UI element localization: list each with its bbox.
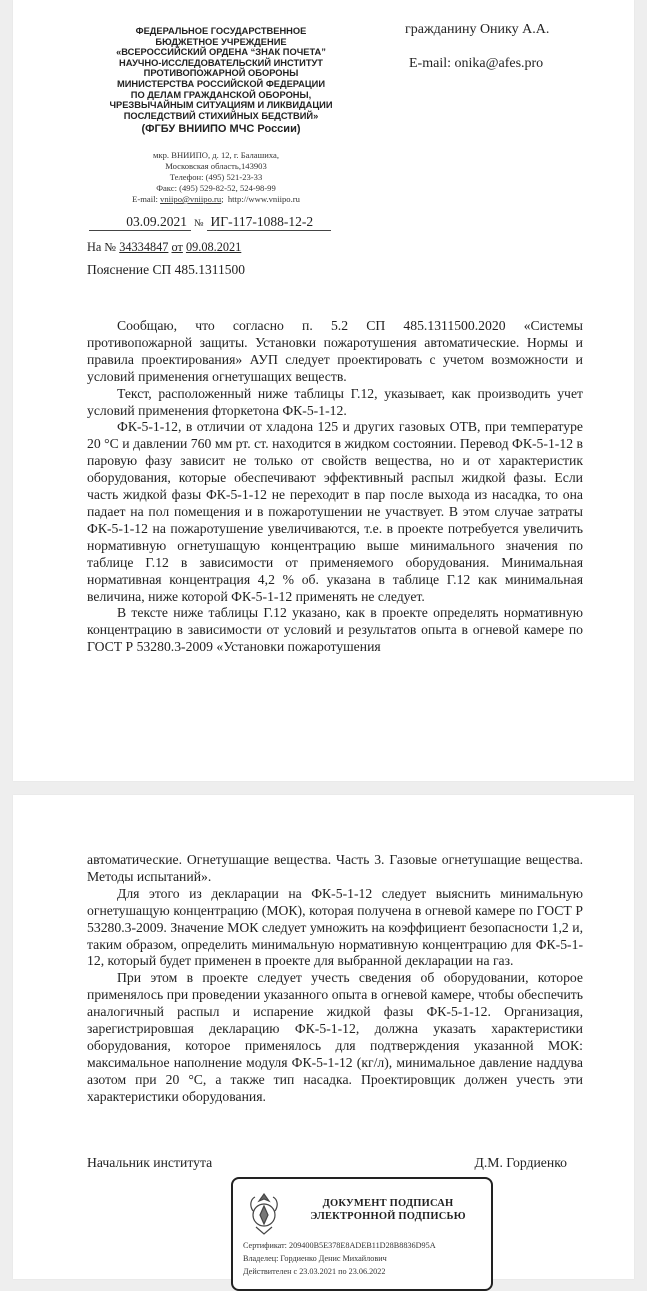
addressee-name: гражданину Онику А.А.	[405, 22, 550, 37]
stamp-details	[243, 1239, 436, 1278]
certificate-owner: Владелец: Гордиенко Денис Михайлович	[243, 1254, 387, 1263]
outgoing-date: 03.09.2021	[89, 214, 191, 231]
stamp-title-line: ЭЛЕКТРОННОЙ ПОДПИСЬЮ	[310, 1211, 466, 1222]
addressee-email: E-mail: onika@afes.pro	[409, 56, 544, 71]
registration-line	[89, 214, 331, 231]
org-contacts	[105, 150, 327, 205]
letter-subject: Пояснение СП 485.1311500	[87, 262, 245, 277]
signature-row	[87, 1155, 567, 1171]
letter-page-2	[13, 795, 634, 1279]
web-link[interactable]: http://www.vniipo.ru	[227, 194, 300, 204]
address-line: Московская область,143903	[165, 161, 267, 171]
org-line: НАУЧНО-ИССЛЕДОВАТЕЛЬСКИЙ ИНСТИТУТ	[119, 57, 323, 68]
outgoing-number: ИГ-117-1088-12-2	[207, 214, 331, 231]
org-line: ПРОТИВОПОЖАРНОЙ ОБОРОНЫ	[143, 68, 299, 79]
paragraph: В тексте ниже таблицы Г.12 указано, как в проекте определять нормативную концентрацию в зависимости от условий и результатов опыта в огневой камере по ГОСТ Р 53280.3-2009 «Установки пожаротушения	[87, 605, 583, 655]
paragraph: Сообщаю, что согласно п. 5.2 СП 485.1311500.2020 «Системы противопожарной защиты. Установки пожаротушения автоматические. Нормы и правила проектирования» АУП следует проектировать с учетом возможности и условий применения огнетушащих веществ.	[87, 318, 583, 384]
email-label: E-mail:	[132, 194, 158, 204]
emergency-ministry-emblem-icon	[245, 1191, 283, 1237]
reply-date: 09.08.2021	[185, 240, 242, 254]
org-line: «ВСЕРОССИЙСКИЙ ОРДЕНА “ЗНАК ПОЧЕТА”	[116, 47, 326, 58]
letter-page-1	[13, 0, 634, 781]
certificate-serial: Сертификат: 209400B5E378E8ADEB11D28B8836D95A	[243, 1241, 436, 1250]
email-web: E-mail: vniipo@vniipo.ru; http://www.vniipo.ru	[132, 194, 300, 204]
org-line: БЮДЖЕТНОЕ УЧРЕЖДЕНИЕ	[155, 36, 287, 47]
paragraph: Для этого из декларации на ФК-5-1-12 следует выяснить минимальную огнетушащую концентрацию (МОК), которая получена в огневой камере по ГОСТ Р 53280.3-2009. Значение МОК следует умножить на коэффициент безопасности 1,2 и, таким образом, определить минимальную нормативную концентрацию для ФК-5-1-12, который будет применен в проекте для выбранной декларации на газ.	[87, 885, 583, 969]
org-line: ФЕДЕРАЛЬНОЕ ГОСУДАРСТВЕННОЕ	[135, 26, 307, 36]
org-line: ПО ДЕЛАМ ГРАЖДАНСКОЙ ОБОРОНЫ,	[130, 89, 312, 100]
reply-reference	[87, 240, 241, 255]
reply-from: от	[171, 240, 183, 254]
stamp-title-line: ДОКУМЕНТ ПОДПИСАН	[322, 1198, 454, 1209]
stamp-title	[293, 1197, 483, 1223]
certificate-validity: Действителен с 23.03.2021 по 23.06.2022	[243, 1267, 386, 1276]
paragraph: При этом в проекте следует учесть сведения об оборудовании, которое применялось при проведении указанного опыта в огневой камере, чтобы обеспечить аналогичный распыл и испарение жидкой фазы ФК-5-1-12. Организация, зарегистрировшая декларацию ФК-5-1-12, должна указать характеристики оборудования, которое применялось для подтверждения указанной МОК: максимальное наполнение модуля ФК-5-1-12 (кг/л), минимальное давление наддува азотом при 20 °С, а также тип насадка. Проектировщик должен учесть эти характеристики оборудования.	[87, 970, 583, 1104]
letter-body-page-1	[87, 318, 583, 656]
phone: Телефон: (495) 521-23-33	[169, 172, 263, 182]
email-link[interactable]: vniipo@vniipo.ru	[160, 194, 222, 204]
letter-body-page-2	[87, 852, 583, 1106]
org-line: ПОСЛЕДСТВИЙ СТИХИЙНЫХ БЕДСТВИЙ»	[123, 110, 319, 121]
org-line: ЧРЕЗВЫЧАЙНЫМ СИТУАЦИЯМ И ЛИКВИДАЦИИ	[109, 100, 333, 111]
number-sign: №	[194, 218, 204, 229]
paragraph: ФК-5-1-12, в отличии от хладона 125 и других газовых ОТВ, при температуре 20 °С и давлении 760 мм рт. ст. находится в жидком состоянии. Перевод ФК-5-1-12 в паровую фазу зависит не только от свойств вещества, но и от характеристик оборудования, которые обеспечивают эффективный распыл жидкой фазы. Если часть жидкой фазы ФК-5-1-12 не переходит в пар после выхода из насадка, то она падает на пол помещения и в пожаротушении не участвует. В этом случае затраты ФК-5-1-12 на пожаротушение увеличиваются, т.е. в проекте потребуется увеличить нормативную огнетушащую концентрацию выше минимального значения по таблице Г.12 в зависимости от применяемого оборудования. Минимальная нормативная концентрация 4,2 % об. указана в таблице Г.12 как минимальная величина, ниже которой ФК-5-1-12 применять не следует.	[87, 419, 583, 604]
signer-position: Начальник института	[87, 1155, 213, 1170]
organization-header	[81, 26, 361, 135]
org-line: МИНИСТЕРСТВА РОССИЙСКОЙ ФЕДЕРАЦИИ	[116, 78, 326, 89]
signer-name: Д.М. Гордиенко	[474, 1155, 567, 1170]
fax: Факс: (495) 529-82-52, 524-98-99	[156, 183, 276, 193]
address-line: мкр. ВНИИПО, д. 12, г. Балашиха,	[153, 150, 279, 160]
electronic-signature-stamp	[231, 1177, 493, 1291]
paragraph: автоматические. Огнетушащие вещества. Часть 3. Газовые огнетушащие вещества. Методы испытаний».	[87, 852, 583, 884]
org-short-name: (ФГБУ ВНИИПО МЧС России)	[141, 123, 301, 136]
reply-number: 34334847	[119, 240, 169, 254]
paragraph: Текст, расположенный ниже таблицы Г.12, указывает, как производить учет условий применения фторкетона ФК-5-1-12.	[87, 385, 583, 418]
reply-prefix: На №	[87, 240, 117, 254]
